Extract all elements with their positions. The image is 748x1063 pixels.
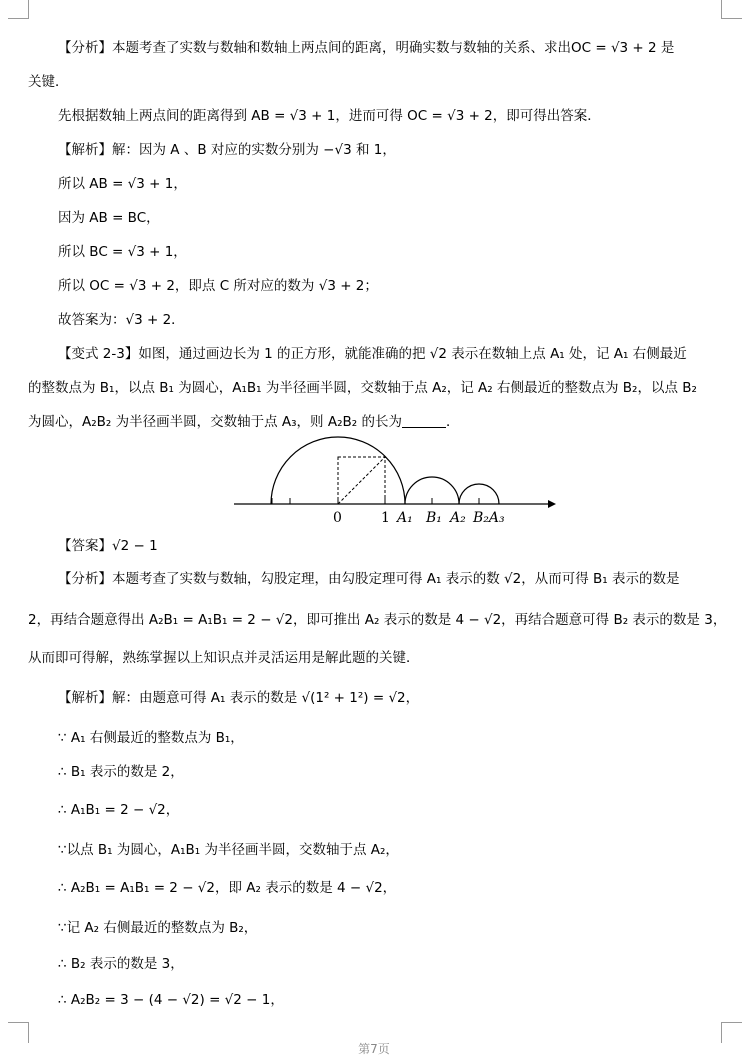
axis-arrow-icon [548,500,556,508]
corner-mark-top-right [721,0,742,19]
analysis-line-1: 【分析】本题考查了实数与数轴和数轴上两点间的距离，明确实数与数轴的关系、求出OC = √3 + 2 是 [58,40,675,56]
square-diagonal [338,457,385,504]
solution2-line-8: ∴ B₂ 表示的数是 3， [58,956,184,972]
solution-line-4: 所以 BC = √3 + 1， [58,244,187,260]
answer-line-1: 故答案为：√3 + 2． [58,312,185,328]
solution2-line-2: ∵ A₁ 右侧最近的整数点为 B₁， [58,730,244,746]
variant-line-2: 的整数点为 B₁，以点 B₁ 为圆心，A₁B₁ 为半径画半圆，交数轴于点 A₂，记 A₂ 右侧最近的整数点为 B₂，以点 B₂ [28,380,697,396]
solution2-line-6: ∴ A₂B₁ = A₁B₁ = 2 − √2，即 A₂ 表示的数是 4 − √2， [58,880,397,896]
label-a2: A₂ [450,510,466,526]
analysis2-line-1: 【分析】本题考查了实数与数轴，勾股定理，由勾股定理可得 A₁ 表示的数 √2，从而可得 B₁ 表示的数是 [58,571,680,587]
label-b1: B₁ [426,510,442,526]
number-line-figure [230,418,560,530]
solution2-line-4: ∴ A₁B₁ = 2 − √2， [58,802,180,818]
approach-line: 先根据数轴上两点间的距离得到 AB = √3 + 1，进而可得 OC = √3 + 2，即可得出答案． [58,108,601,124]
analysis2-line-3: 从而即可得解，熟练掌握以上知识点并灵活运用是解此题的关键． [28,650,420,666]
label-1: 1 [381,510,390,526]
variant-line-3: 为圆心，A₂B₂ 为半径画半圆，交数轴于点 A₃，则 A₂B₂ 的长为 ． [28,414,460,430]
corner-mark-top-left [8,0,29,19]
label-b2-a3: B₂A₃ [473,510,505,526]
page-number: 第7页 [358,1042,390,1056]
label-0: 0 [333,510,342,526]
label-a1: A₁ [397,510,413,526]
variant-line-3-text: 为圆心，A₂B₂ 为半径画半圆，交数轴于点 A₃，则 A₂B₂ 的长为 [28,414,402,430]
variant-line-1: 【变式 2-3】如图，通过画边长为 1 的正方形，就能准确的把 √2 表示在数轴上点 A₁ 处，记 A₁ 右侧最近 [58,346,687,362]
answer-line-2: 【答案】√2 − 1 [58,538,158,554]
axis-ticks [272,498,479,504]
analysis-line-2: 关键． [28,74,69,90]
solution2-line-5: ∵以点 B₁ 为圆心，A₁B₁ 为半径画半圆，交数轴于点 A₂， [58,842,399,858]
solution2-line-9: ∴ A₂B₂ = 3 − (4 − √2) = √2 − 1， [58,992,284,1008]
solution2-line-7: ∵记 A₂ 右侧最近的整数点为 B₂， [58,920,258,936]
solution-line-3: 因为 AB = BC， [58,210,160,226]
analysis2-line-2: 2，再结合题意得出 A₂B₁ = A₁B₁ = 2 − √2，即可推出 A₂ 表示的数是 4 − √2，再结合题意可得 B₂ 表示的数是 3， [28,612,727,628]
solution-line-2: 所以 AB = √3 + 1， [58,176,187,192]
solution2-line-1: 【解析】解：由题意可得 A₁ 表示的数是 √(1² + 1²) = √2， [58,690,420,706]
solution-line-1: 【解析】解：因为 A 、B 对应的实数分别为 −√3 和 1， [58,142,396,158]
solution-line-5: 所以 OC = √3 + 2，即点 C 所对应的数为 √3 + 2； [58,278,378,294]
solution2-line-3: ∴ B₁ 表示的数是 2， [58,764,184,780]
